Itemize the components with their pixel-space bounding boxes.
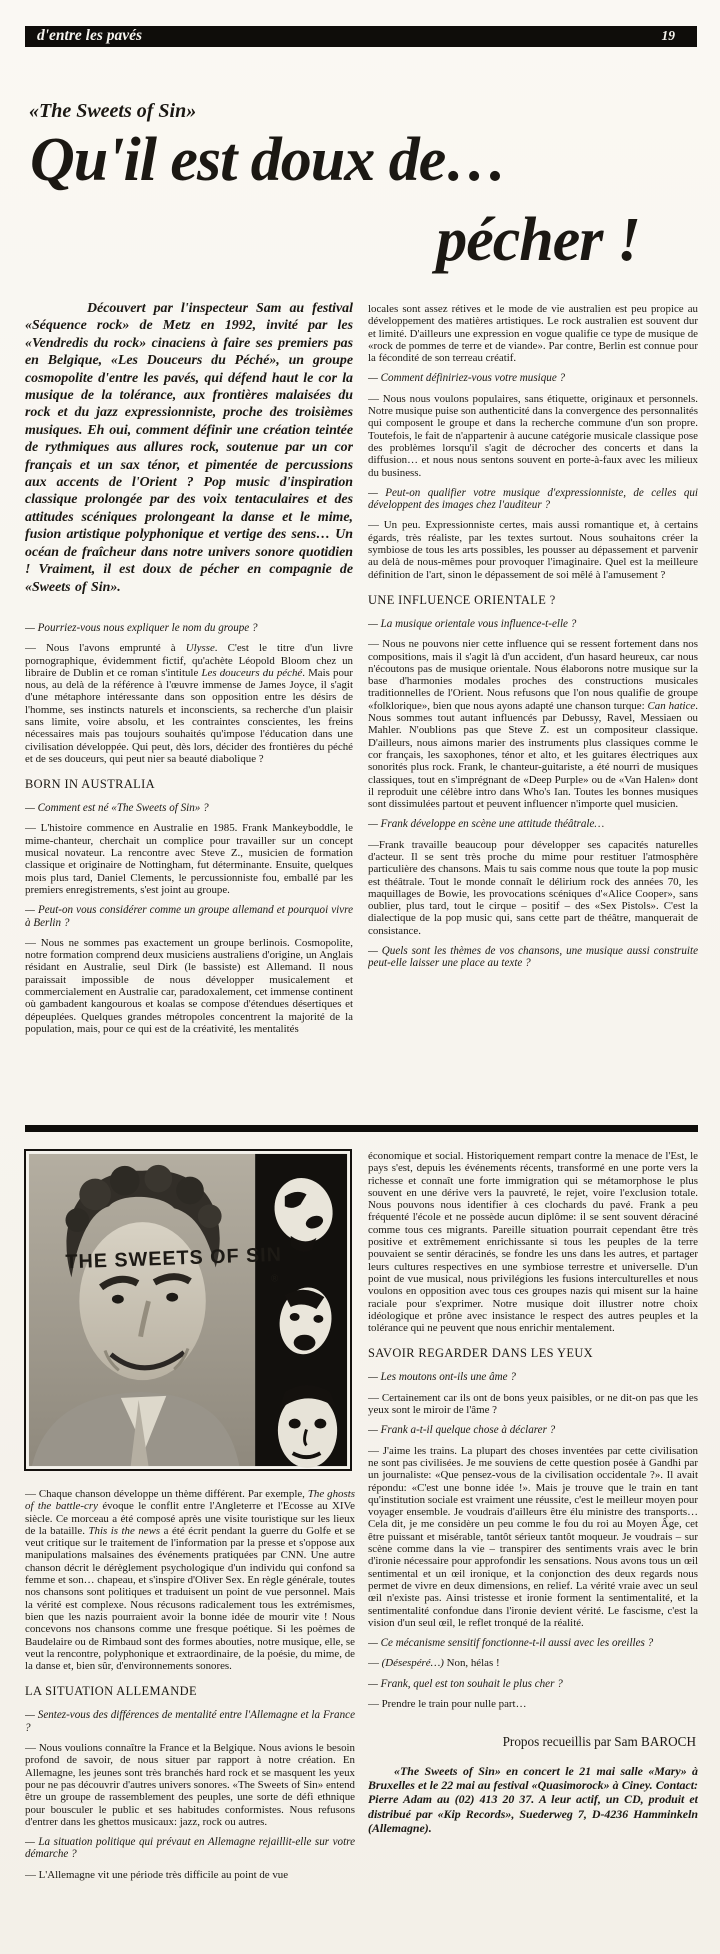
section-heading: LA SITUATION ALLEMANDE: [25, 1684, 197, 1699]
interview-question: — Frank, quel est ton souhait le plus cher ?: [368, 1677, 563, 1690]
section-heading: BORN IN AUSTRALIA: [25, 777, 156, 792]
right-column-lower: [368, 1150, 698, 1952]
interview-answer: — Nous voulions connaître la France et la Belgique. Nous avions le besoin profond de savoir, de nous situer par rapport à notre création. En Allemagne, les jeunes sont très branchés hard rock et se masquent les yeux pour ne pas découvrir d'autres univers sonores. «The Sweets of Sin» entend être un groupe de rassemblement des peuples, une sorte de défi ethnique pour bousculer le public et ses habitudes conformistes. Nous refusons d'entrer dans les ghettos musicaux: jazz, rock ou autres.: [25, 1742, 355, 1828]
article-title-line-1: Qu'il est doux de…: [30, 126, 507, 194]
interview-question: — Peut-on vous considérer comme un groupe allemand et pourquoi vivre à Berlin ?: [25, 904, 353, 929]
interview-question: — Frank développe en scène une attitude théâtrale…: [368, 818, 605, 831]
interview-answer: — J'aime les trains. La plupart des choses inventées par cette civilisation ne sont pas civilisées. Je me souviens de cette question posée à Gandhi par un journaliste: «Que pensez-vous de la civilisation occidentale ?». Il avait répondu: «C'est une bonne idée !». Mais je trouve que le train en tant qu'institution sociale est vraiment une réussite, c'est le meilleur moyen pour voyager ensemble. Je voudrais d'ailleurs être élu ministre des transports… Cela dit, je me considère un peu comme le fou du roi au Moyen Âge, cet être puissant et misérable, tantôt sérieux tantôt moqueur. Je voudrais – sur scène comme dans la vie – transpirer des sentiments vrais avec le brin d'ironie nécessaire pour approfondir les sensations. Nous avons tous un œil sentimental et un œil ironique, et la conjonction des deux regards nous permet de vivre en deux dimensions, en relief. La vérité vraie avec un seul œil n'existe pas. Ainsi tristesse et ironie forment la sentimentalité, et la sentimentalité confondue dans l'ironie devient vérité. Le fascisme, c'est la vision d'un seul œil, le reflet tronqué de la réalité.: [368, 1444, 698, 1629]
interview-answer: — Nous ne sommes pas exactement un groupe berlinois. Cosmopolite, notre formation comprend deux musiciens australiens d'origine, un Anglais résidant en Australie, seul Dirk (le bassiste) est Allemand. Il nous paraissait impossible de nous développer musicalement et commercialement en Australie car, paradoxalement, cet immense continent où gambadent kangourous et koalas se compose d'étendues désertiques et dépeuplées. Quelques grandes métropoles concentrent la majorité de la population, mais, pour ce qui est de la créativité, les mentalités: [25, 936, 353, 1035]
continued-paragraph: locales sont assez rétives et le mode de vie australien est peu propice au développement des matières artistiques. Le rock australien est souvent dur et limité. D'ailleurs une expression en vogue qualifie ce type de musique de «rock de pommes de terre et de viande». Par contre, Berlin est connue pour la fécondité de son terreau créatif.: [368, 303, 698, 365]
interview-answer: — Chaque chanson développe un thème différent. Par exemple, The ghosts of the battle-cry évoque le conflit entre l'Angleterre et l'Ecosse au XIVe siècle. Ce morceau a été composé après une visite touristique sur les lieux de la bataille. This is the news a été écrit pendant la guerre du Golfe et se veut critique sur le traitement de l'information par la presse et s'oppose aux manipulations malsaines des événements pratiquées par CNN. Une autre chanson décrit le dérèglement psychologique d'un individu qui confond sa femme et son… chapeau, et s'inspire d'Oliver Sex. En règle générale, toutes nos chansons sont politiques et traduisent un point de vue personnel. Mais la vérité est complexe. Nous récusons radicalement tous les extrémismes, bien que les nazis pourraient avoir la bonne idée de mourir vite ! Nous concevons nos chansons comme une fresque poétique. Si les poèmes de Baudelaire ou de Rimbaud sont des formes abouties, notre musique, elle, se veut la rencontre, polyphonique et extraordinaire, de la poésie, du mime, de la danse et, bien sûr, d'environnements sonores.: [25, 1488, 355, 1673]
band-photo: [24, 1149, 352, 1471]
article-title-line-2: pécher !: [436, 206, 640, 274]
interview-answer: — (Désespéré…) Non, hélas !: [368, 1657, 500, 1670]
horizontal-divider-rule: [25, 1125, 698, 1132]
interview-question: — Comment est né «The Sweets of Sin» ?: [25, 802, 209, 815]
article-lead: Découvert par l'inspecteur Sam au festival «Séquence rock» de Metz en 1992, invité par les «Vendredis du rock» cinaciens à faire ses premiers pas en Belgique, «Les Douceurs du Péché», un groupe cosmopolite d'entre les pavés, qui défend haut le cor la musique de la tolérance, aux frontières malaisées du rock et du jazz expressionniste, proche des troisièmes musiques. Eh oui, comment définir une création teintée de rythmiques aus allures rock, soutenue par un cor français et un sax ténor, et pimentée de percussions aux accents de l'Orient ? Pop music d'inspiration classique prolongée par des voix tentaculaires et des attitudes scéniques prolongeant la danse et le mime, fusion artistique polyphonique et vertige des sens… Un océan de fraîcheur dans notre univers sonore quotidien ! Vraiment, il est doux de pécher en compagnie de «Sweets of Sin».: [25, 301, 353, 595]
section-heading: SAVOIR REGARDER DANS LES YEUX: [368, 1346, 594, 1361]
masthead-title: d'entre les pavés: [37, 26, 143, 44]
byline: Propos recueillis par Sam BAROCH: [502, 1734, 696, 1750]
interview-question: — Comment définiriez-vous votre musique ?: [368, 372, 566, 385]
right-column-upper: [368, 303, 698, 1123]
interview-answer: — L'Allemagne vit une période très difficile au point de vue: [25, 1868, 289, 1881]
interview-question: — La musique orientale vous influence-t-elle ?: [368, 617, 577, 630]
interview-answer: — Nous ne pouvons nier cette influence qui se ressent fortement dans nos compositions, mais il s'agit là d'un accident, d'un hasard heureux, car nous n'écoutons pas de musique orientale. Nous élaborons notre musique sur la base d'harmonies modales proches des constructions musicales traditionnelles de l'Orient. Nous refusons que l'on nous qualifie de groupe «folklorique», bien que nous ayons adapté une chanson turque: Can hatice. Nous sommes tout autant influencés par Debussy, Ravel, Messiaen ou Mahler. N'oublions pas que Steve Z. est un compositeur classique. D'ailleurs, nous aimons marier des instruments plus classiques comme le cor français, les saxophones, ténor et alto, et les guitares électriques aux sonorités plus rock. Frank, le chanteur-guitariste, a été nourri de musiques classiques, tout en s'imprégnant de «Deep Purple» ou de «Van Halen» dont il reproduit une célèbre intro dans Who's Ian. Toutes les bonnes musiques sont dissimulées partout et peuvent influencer n'importe quel musicien.: [368, 638, 698, 811]
article-title: [30, 120, 646, 280]
photo-overlay-title: THE SWEETS OF SIN: [65, 1243, 283, 1274]
continued-paragraph: économique et social. Historiquement rempart contre la menace de l'Est, le pays s'est, depuis les événements récents, transformé en une porte vers la richesse et connaît une forte immigration qui se métamorphose le plus souvent en une dérive vers la pauvreté, le rejet, voire l'exclusion totale. Nous pouvons nous identifier à ces clochards du pavé. Frank a peu fréquenté l'école et ne possède aucun diplôme: il se sent souvent déraciné comme tous ces migrants. Pareille situation pourrait cependant être très positive et extrêmement enrichissante si tous les peuples de la terre pouvaient se sentir déracinés, se fondre les uns dans les autres, et partager leurs cultures respectives en une symbiose terrestre et universelle. D'un point de vue musical, nous privilégions les fusions interculturelles et nous voulons en opposition avec tous ces groupes nazis qui misent sur la haine raciale pour s'exprimer. Notre musique doit illustrer notre choix idéologique et prône avec insistance le respect des autres peuples et la tolérance qui ne peuvent que nous enrichir mentalement.: [368, 1150, 698, 1335]
interview-question: — Peut-on qualifier votre musique d'expressionniste, de celles qui développent des images chez l'auditeur ?: [368, 486, 698, 512]
interview-answer: — Un peu. Expressionniste certes, mais aussi romantique et, à certains égards, très réaliste, par les textes surtout. Nous souhaitons créer la symbiose de tous les arts possibles, les pousser au dépassement et parvenir au delà de nous-mêmes pour provoquer l'imaginaire. Quel est la meilleure définition de l'art, sinon le dépassement de soi mêlé à l'amusement ?: [368, 519, 698, 581]
left-column-upper: [25, 300, 353, 1124]
interview-question: — Frank a-t-il quelque chose à déclarer ?: [368, 1424, 556, 1437]
header-bar: [25, 26, 697, 47]
left-column-lower: [25, 1488, 355, 1952]
concert-info-note: «The Sweets of Sin» en concert le 21 mai salle «Mary» à Bruxelles et le 22 mai au festival «Quasimorock» à Ciney. Contact: Pierre Adam au (02) 413 20 37. A leur actif, un CD, produit et distribué par «Kip Records», Suederweg 7, D-4236 Hamminkeln (Allemagne).: [368, 1763, 698, 1836]
interview-answer: —Frank travaille beaucoup pour développer ses capacités naturelles d'acteur. Il se sent très proche du mime pour restituer l'atmosphère particulière des chansons. Mais tu sais comme nous que toute la pop music est théâtrale. Tout le monde connaît le délirium rock des années 70, les maquillages de Bowie, les provocations scéniques d'«Alice Cooper», sans oublier, plus tard, tout le cirque – positif – des «Sex Pistols». C'est la dialectique de la pop music qui, sans cette part de théâtre, manquerait de consistance.: [368, 838, 698, 937]
section-heading: UNE INFLUENCE ORIENTALE ?: [368, 592, 556, 607]
interview-question: — Sentez-vous des différences de mentalité entre l'Allemagne et la France ?: [25, 1709, 355, 1734]
interview-answer: — Nous l'avons emprunté à Ulysse. C'est le titre d'un livre pornographique, évidemment fictif, qu'achète Léopold Bloom chez un libraire de Dublin et ce roman s'intitule Les douceurs du péché. Mais pour nous, au delà de la référence à l'œuvre immense de James Joyce, il s'agit d'une métaphore intéressante dans son opposition entre les désirs de l'homme, ses instincts naturels et inconscients, sa recherche d'un plaisir sans limite, voire absolu, et les contraintes conscientes, les freins nécessaires mais pas toujours souhaités qu'impose l'éducation dans une civilisation développée. Qui peut, dès lors, décider des frontières du péché et de ses douceurs, qui peut nier sa beauté diabolique ?: [25, 642, 353, 765]
interview-question: — Les moutons ont-ils une âme ?: [368, 1371, 516, 1384]
interview-answer: — L'histoire commence en Australie en 1985. Frank Mankeyboddle, le mime-chanteur, cherchait un complice pour travailler sur un concept musical novateur. La rencontre avec Steve Z., musicien de formation classique et originaire de Nottingham, fut déterminante. Ensuite, quelques mois plus tard, Daniel Clements, le percussionniste fou, emballé par les premiers enregistrements, s'est joint au groupe.: [25, 822, 353, 896]
article-kicker: «The Sweets of Sin»: [29, 100, 197, 122]
interview-question: — Ce mécanisme sensitif fonctionne-t-il aussi avec les oreilles ?: [368, 1637, 654, 1650]
band-photo-illustration: [26, 1151, 350, 1469]
photo-registered-mark: ®: [270, 1273, 279, 1285]
page-number: 19: [661, 27, 675, 43]
interview-answer: — Certainement car ils ont de bons yeux paisibles, or ne dit-on pas que les yeux sont le miroir de l'âme ?: [368, 1391, 698, 1417]
interview-question: — Quels sont les thèmes de vos chansons, une musique aussi construite peut-elle laisser une place au texte ?: [368, 945, 698, 970]
interview-question: — La situation politique qui prévaut en Allemagne rejaillit-elle sur votre démarche ?: [25, 1836, 355, 1861]
interview-answer: — Nous nous voulons populaires, sans étiquette, originaux et personnels. Notre musique puise son authenticité dans la convergence des personnalités qui composent le groupe et dans la recherche commune d'un son propre. Toutefois, le fait de n'appartenir à aucune catégorie musicale classique pose des problèmes lorsqu'il s'agit de décrocher des concerts et dans la diffusion… et nous nous sentons souvent en porte-à-faux avec les milieux du business.: [368, 392, 698, 479]
interview-answer: — Prendre le train pour nulle part…: [368, 1697, 527, 1710]
interview-question: — Pourriez-vous nous expliquer le nom du groupe ?: [25, 621, 258, 634]
